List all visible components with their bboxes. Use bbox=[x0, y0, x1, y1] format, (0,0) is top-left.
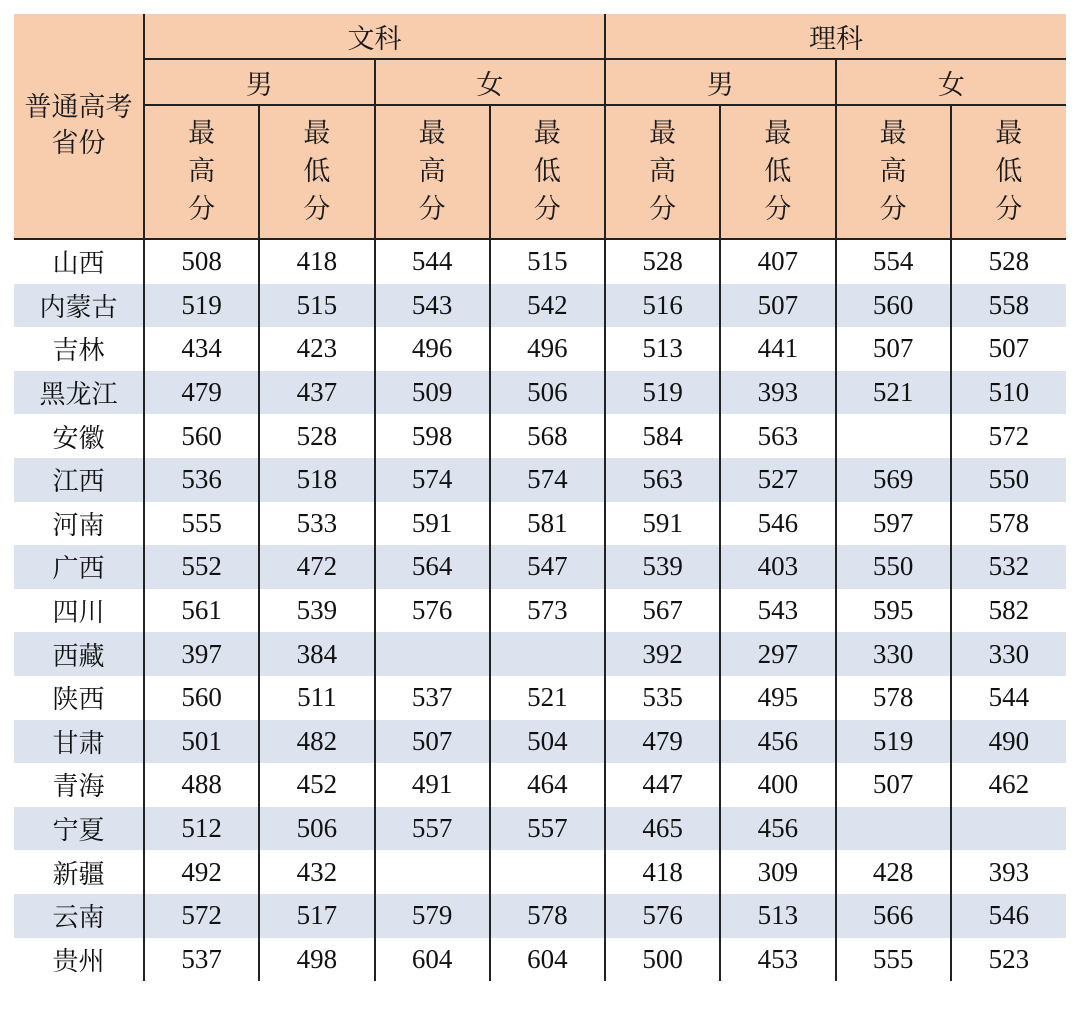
min-score-cell: 400 bbox=[720, 763, 835, 807]
table-row bbox=[14, 458, 1066, 502]
score-type-label: 最 高 分 bbox=[879, 118, 907, 225]
min-score-cell: 528 bbox=[259, 414, 374, 458]
header-row-genders bbox=[14, 59, 1066, 105]
score-type-label: 最 低 分 bbox=[764, 118, 792, 225]
gender-header-male: 男 bbox=[605, 59, 836, 105]
table-row bbox=[14, 502, 1066, 546]
min-score-cell: 515 bbox=[490, 239, 605, 284]
min-score-cell: 604 bbox=[490, 938, 605, 982]
max-score-cell bbox=[836, 807, 951, 851]
min-score-cell: 490 bbox=[951, 720, 1066, 764]
max-score-cell: 557 bbox=[375, 807, 490, 851]
min-score-cell: 539 bbox=[259, 589, 374, 633]
max-score-cell: 560 bbox=[144, 676, 259, 720]
max-score-cell: 584 bbox=[605, 414, 720, 458]
max-score-cell bbox=[836, 414, 951, 458]
max-score-cell: 501 bbox=[144, 720, 259, 764]
max-score-cell: 572 bbox=[144, 894, 259, 938]
max-score-cell: 597 bbox=[836, 502, 951, 546]
province-name: 河南 bbox=[14, 502, 144, 546]
min-score-cell: 546 bbox=[951, 894, 1066, 938]
min-score-cell: 518 bbox=[259, 458, 374, 502]
max-score-cell: 569 bbox=[836, 458, 951, 502]
max-score-cell: 544 bbox=[375, 239, 490, 284]
min-score-cell: 574 bbox=[490, 458, 605, 502]
max-score-cell: 479 bbox=[605, 720, 720, 764]
score-type-header-min bbox=[259, 105, 374, 239]
min-score-cell: 330 bbox=[951, 632, 1066, 676]
min-score-cell: 528 bbox=[951, 239, 1066, 284]
table-row bbox=[14, 371, 1066, 415]
min-score-cell: 568 bbox=[490, 414, 605, 458]
max-score-cell: 566 bbox=[836, 894, 951, 938]
max-score-cell: 536 bbox=[144, 458, 259, 502]
max-score-cell: 576 bbox=[605, 894, 720, 938]
province-name: 新疆 bbox=[14, 850, 144, 894]
max-score-cell: 447 bbox=[605, 763, 720, 807]
province-header-label: 普通高考省份 bbox=[24, 92, 133, 159]
max-score-cell: 397 bbox=[144, 632, 259, 676]
max-score-cell: 496 bbox=[375, 327, 490, 371]
min-score-cell: 507 bbox=[951, 327, 1066, 371]
min-score-cell: 393 bbox=[951, 850, 1066, 894]
max-score-cell: 543 bbox=[375, 284, 490, 328]
table-row bbox=[14, 327, 1066, 371]
score-table bbox=[14, 14, 1066, 981]
min-score-cell: 393 bbox=[720, 371, 835, 415]
province-name: 青海 bbox=[14, 763, 144, 807]
score-type-label: 最 高 分 bbox=[418, 118, 446, 225]
min-score-cell: 453 bbox=[720, 938, 835, 982]
min-score-cell: 558 bbox=[951, 284, 1066, 328]
max-score-cell: 555 bbox=[836, 938, 951, 982]
max-score-cell: 578 bbox=[836, 676, 951, 720]
max-score-cell: 507 bbox=[836, 327, 951, 371]
table-row bbox=[14, 545, 1066, 589]
min-score-cell: 542 bbox=[490, 284, 605, 328]
max-score-cell: 579 bbox=[375, 894, 490, 938]
province-name: 宁夏 bbox=[14, 807, 144, 851]
gender-header-male: 男 bbox=[144, 59, 375, 105]
min-score-cell: 452 bbox=[259, 763, 374, 807]
max-score-cell: 591 bbox=[375, 502, 490, 546]
min-score-cell: 582 bbox=[951, 589, 1066, 633]
min-score-cell: 510 bbox=[951, 371, 1066, 415]
max-score-cell: 509 bbox=[375, 371, 490, 415]
min-score-cell: 546 bbox=[720, 502, 835, 546]
max-score-cell: 560 bbox=[836, 284, 951, 328]
score-type-label: 最 低 分 bbox=[303, 118, 331, 225]
min-score-cell: 441 bbox=[720, 327, 835, 371]
min-score-cell: 550 bbox=[951, 458, 1066, 502]
max-score-cell: 537 bbox=[375, 676, 490, 720]
max-score-cell: 488 bbox=[144, 763, 259, 807]
table-row bbox=[14, 414, 1066, 458]
min-score-cell: 472 bbox=[259, 545, 374, 589]
min-score-cell: 504 bbox=[490, 720, 605, 764]
min-score-cell: 462 bbox=[951, 763, 1066, 807]
min-score-cell: 432 bbox=[259, 850, 374, 894]
province-name: 西藏 bbox=[14, 632, 144, 676]
province-name: 江西 bbox=[14, 458, 144, 502]
min-score-cell: 496 bbox=[490, 327, 605, 371]
score-type-label: 最 高 分 bbox=[649, 118, 677, 225]
province-name: 云南 bbox=[14, 894, 144, 938]
max-score-cell: 508 bbox=[144, 239, 259, 284]
min-score-cell: 517 bbox=[259, 894, 374, 938]
max-score-cell: 507 bbox=[375, 720, 490, 764]
min-score-cell: 464 bbox=[490, 763, 605, 807]
score-table-container bbox=[14, 14, 1066, 981]
max-score-cell: 465 bbox=[605, 807, 720, 851]
province-header bbox=[14, 14, 144, 239]
min-score-cell: 557 bbox=[490, 807, 605, 851]
max-score-cell: 563 bbox=[605, 458, 720, 502]
score-type-header-min bbox=[490, 105, 605, 239]
table-row bbox=[14, 938, 1066, 982]
province-name: 山西 bbox=[14, 239, 144, 284]
max-score-cell: 512 bbox=[144, 807, 259, 851]
min-score-cell: 507 bbox=[720, 284, 835, 328]
table-row bbox=[14, 632, 1066, 676]
province-name: 广西 bbox=[14, 545, 144, 589]
min-score-cell: 403 bbox=[720, 545, 835, 589]
min-score-cell: 578 bbox=[951, 502, 1066, 546]
min-score-cell: 418 bbox=[259, 239, 374, 284]
min-score-cell: 523 bbox=[951, 938, 1066, 982]
min-score-cell: 423 bbox=[259, 327, 374, 371]
min-score-cell: 563 bbox=[720, 414, 835, 458]
min-score-cell: 573 bbox=[490, 589, 605, 633]
min-score-cell: 495 bbox=[720, 676, 835, 720]
max-score-cell bbox=[375, 850, 490, 894]
province-name: 安徽 bbox=[14, 414, 144, 458]
min-score-cell: 482 bbox=[259, 720, 374, 764]
min-score-cell: 456 bbox=[720, 720, 835, 764]
min-score-cell: 506 bbox=[259, 807, 374, 851]
gender-header-female: 女 bbox=[375, 59, 606, 105]
max-score-cell: 492 bbox=[144, 850, 259, 894]
score-type-label: 最 高 分 bbox=[188, 118, 216, 225]
max-score-cell: 428 bbox=[836, 850, 951, 894]
max-score-cell: 555 bbox=[144, 502, 259, 546]
min-score-cell: 506 bbox=[490, 371, 605, 415]
province-name: 吉林 bbox=[14, 327, 144, 371]
group-header-liberal-arts: 文科 bbox=[144, 14, 605, 59]
score-type-label: 最 低 分 bbox=[533, 118, 561, 225]
table-row bbox=[14, 850, 1066, 894]
max-score-cell: 500 bbox=[605, 938, 720, 982]
score-type-header-max bbox=[836, 105, 951, 239]
table-row bbox=[14, 894, 1066, 938]
max-score-cell: 418 bbox=[605, 850, 720, 894]
province-name: 内蒙古 bbox=[14, 284, 144, 328]
score-type-header-min bbox=[951, 105, 1066, 239]
max-score-cell: 560 bbox=[144, 414, 259, 458]
max-score-cell: 552 bbox=[144, 545, 259, 589]
max-score-cell: 561 bbox=[144, 589, 259, 633]
max-score-cell: 507 bbox=[836, 763, 951, 807]
min-score-cell bbox=[490, 850, 605, 894]
min-score-cell: 581 bbox=[490, 502, 605, 546]
max-score-cell: 521 bbox=[836, 371, 951, 415]
score-type-header-max bbox=[605, 105, 720, 239]
max-score-cell: 519 bbox=[144, 284, 259, 328]
province-name: 甘肃 bbox=[14, 720, 144, 764]
score-type-header-max bbox=[375, 105, 490, 239]
max-score-cell: 519 bbox=[836, 720, 951, 764]
min-score-cell: 578 bbox=[490, 894, 605, 938]
province-name: 陕西 bbox=[14, 676, 144, 720]
min-score-cell: 407 bbox=[720, 239, 835, 284]
max-score-cell: 519 bbox=[605, 371, 720, 415]
table-row bbox=[14, 676, 1066, 720]
max-score-cell: 567 bbox=[605, 589, 720, 633]
max-score-cell: 550 bbox=[836, 545, 951, 589]
max-score-cell: 537 bbox=[144, 938, 259, 982]
min-score-cell: 437 bbox=[259, 371, 374, 415]
table-row bbox=[14, 807, 1066, 851]
min-score-cell: 533 bbox=[259, 502, 374, 546]
min-score-cell: 309 bbox=[720, 850, 835, 894]
max-score-cell: 491 bbox=[375, 763, 490, 807]
max-score-cell: 528 bbox=[605, 239, 720, 284]
score-type-header-max bbox=[144, 105, 259, 239]
table-body bbox=[14, 239, 1066, 981]
group-header-science: 理科 bbox=[605, 14, 1066, 59]
province-name: 黑龙江 bbox=[14, 371, 144, 415]
max-score-cell: 591 bbox=[605, 502, 720, 546]
max-score-cell: 330 bbox=[836, 632, 951, 676]
min-score-cell: 297 bbox=[720, 632, 835, 676]
min-score-cell: 532 bbox=[951, 545, 1066, 589]
max-score-cell: 539 bbox=[605, 545, 720, 589]
max-score-cell: 535 bbox=[605, 676, 720, 720]
min-score-cell: 384 bbox=[259, 632, 374, 676]
max-score-cell: 564 bbox=[375, 545, 490, 589]
min-score-cell: 547 bbox=[490, 545, 605, 589]
min-score-cell bbox=[951, 807, 1066, 851]
table-row bbox=[14, 763, 1066, 807]
min-score-cell: 521 bbox=[490, 676, 605, 720]
min-score-cell: 544 bbox=[951, 676, 1066, 720]
min-score-cell: 513 bbox=[720, 894, 835, 938]
table-row bbox=[14, 720, 1066, 764]
max-score-cell: 604 bbox=[375, 938, 490, 982]
score-type-label: 最 低 分 bbox=[995, 118, 1023, 225]
min-score-cell: 543 bbox=[720, 589, 835, 633]
province-name: 四川 bbox=[14, 589, 144, 633]
province-name: 贵州 bbox=[14, 938, 144, 982]
min-score-cell: 511 bbox=[259, 676, 374, 720]
gender-header-female: 女 bbox=[836, 59, 1067, 105]
table-row bbox=[14, 284, 1066, 328]
max-score-cell: 576 bbox=[375, 589, 490, 633]
max-score-cell: 574 bbox=[375, 458, 490, 502]
max-score-cell: 516 bbox=[605, 284, 720, 328]
table-row bbox=[14, 239, 1066, 284]
max-score-cell: 392 bbox=[605, 632, 720, 676]
max-score-cell bbox=[375, 632, 490, 676]
min-score-cell: 456 bbox=[720, 807, 835, 851]
min-score-cell: 527 bbox=[720, 458, 835, 502]
header-row-score-types bbox=[14, 105, 1066, 239]
min-score-cell: 498 bbox=[259, 938, 374, 982]
score-type-header-min bbox=[720, 105, 835, 239]
max-score-cell: 598 bbox=[375, 414, 490, 458]
max-score-cell: 434 bbox=[144, 327, 259, 371]
table-row bbox=[14, 589, 1066, 633]
max-score-cell: 595 bbox=[836, 589, 951, 633]
max-score-cell: 479 bbox=[144, 371, 259, 415]
max-score-cell: 513 bbox=[605, 327, 720, 371]
min-score-cell bbox=[490, 632, 605, 676]
max-score-cell: 554 bbox=[836, 239, 951, 284]
header-row-groups bbox=[14, 14, 1066, 59]
min-score-cell: 572 bbox=[951, 414, 1066, 458]
min-score-cell: 515 bbox=[259, 284, 374, 328]
